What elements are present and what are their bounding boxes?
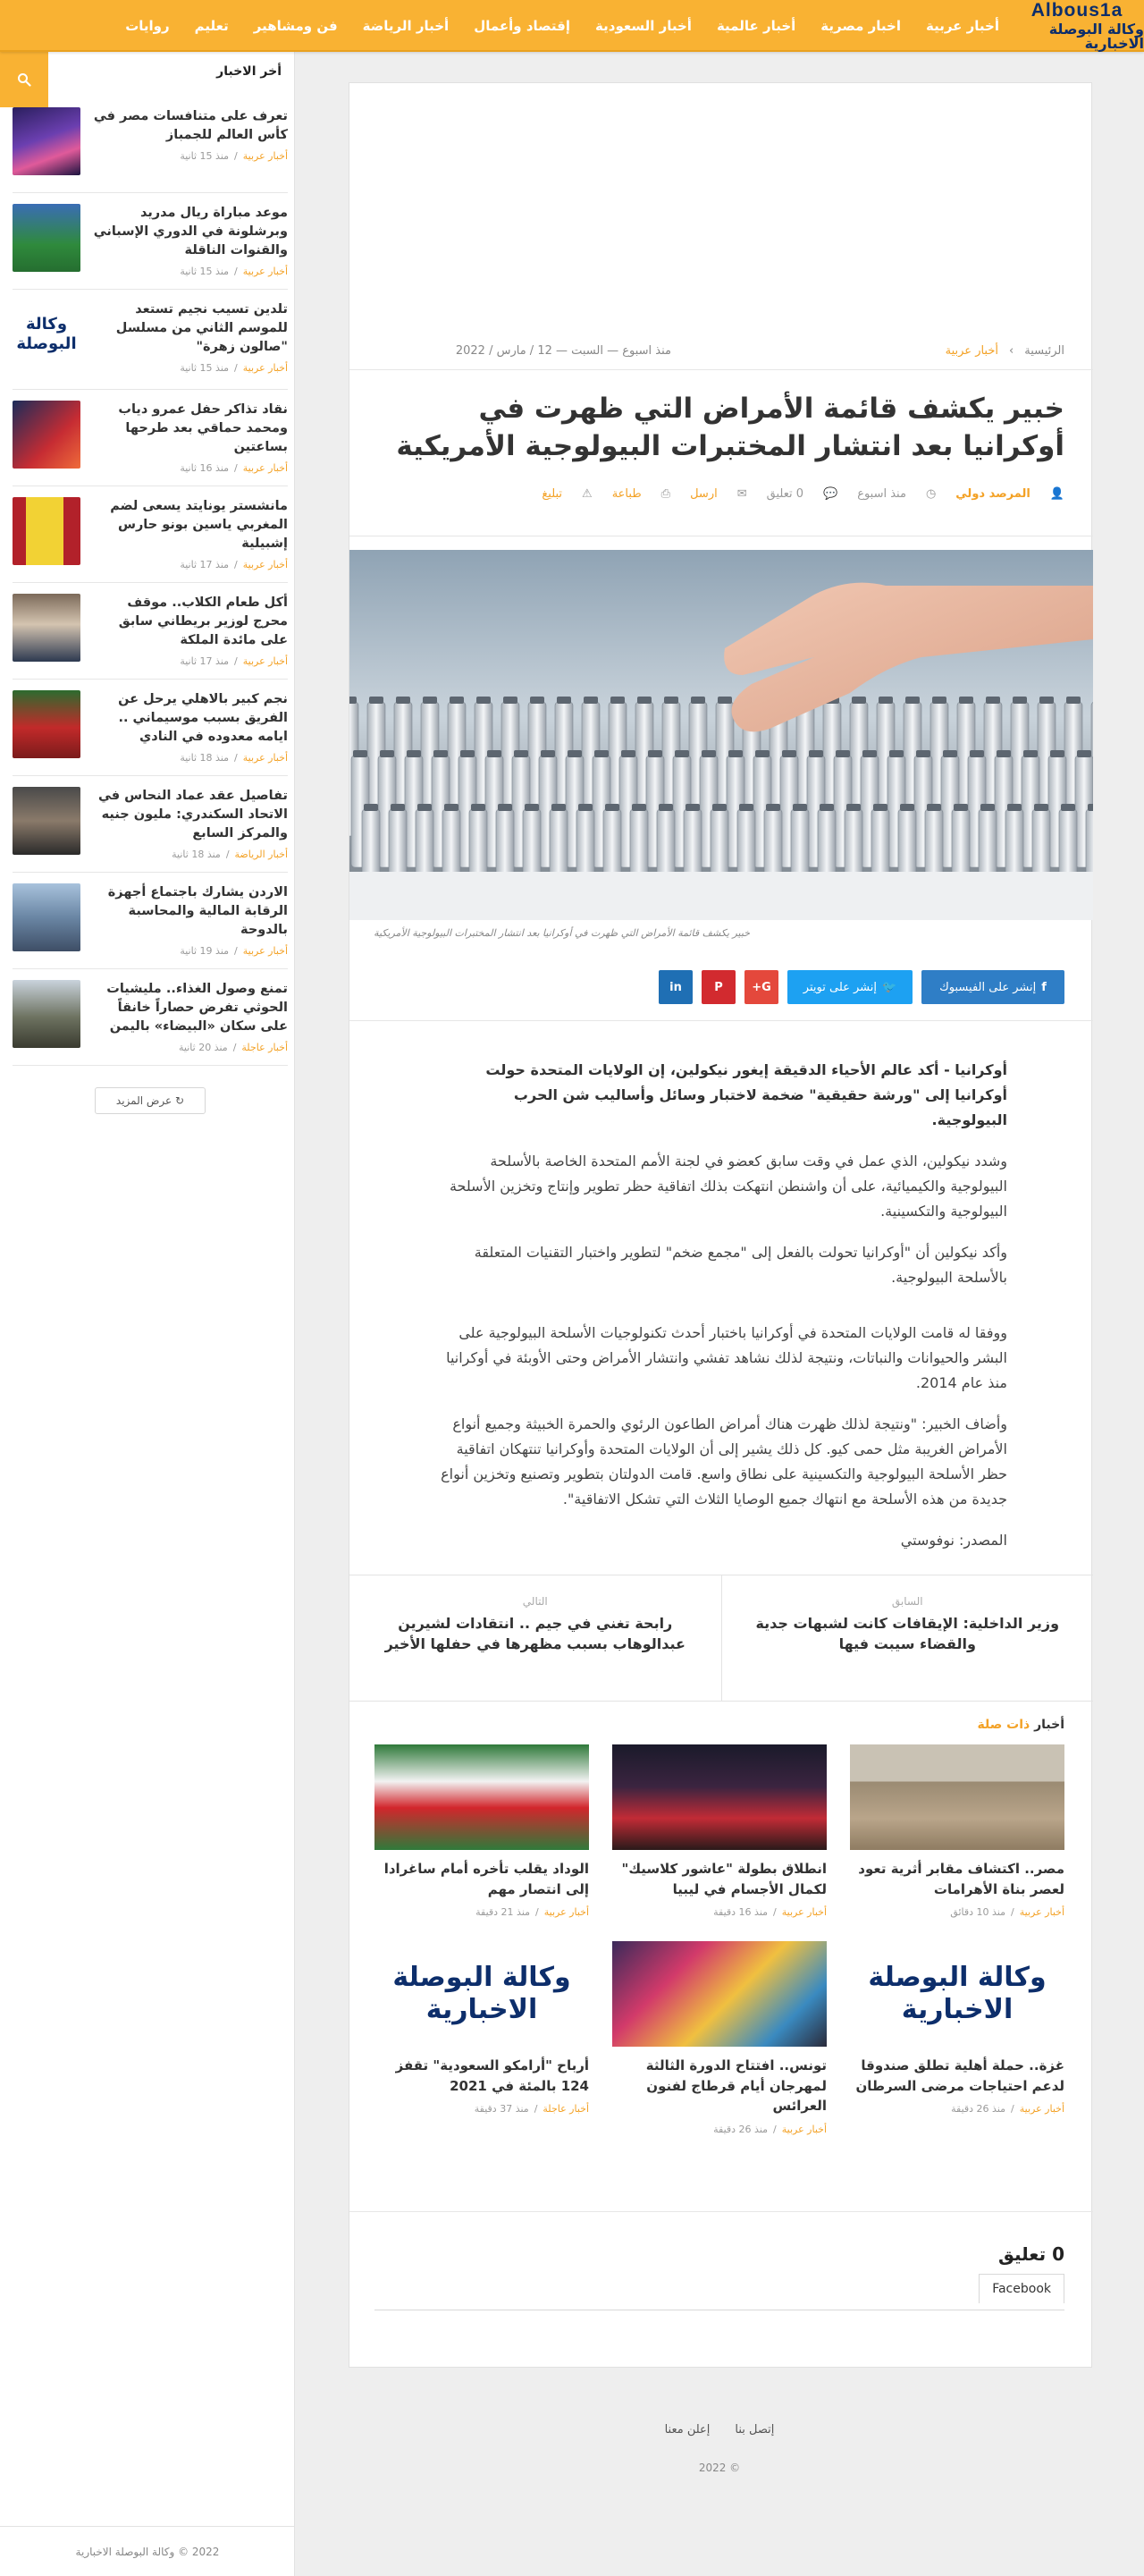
contact-link[interactable]: إتصل بنا	[735, 2423, 775, 2437]
article-date: منذ اسبوع — السبت — 12 / مارس / 2022	[455, 344, 671, 358]
related-thumbnail[interactable]: وكالة البوصلة الاخبارية	[850, 1941, 1064, 2047]
news-time: منذ 15 ثانية	[180, 150, 230, 163]
sidebar-list	[13, 97, 288, 1114]
news-category[interactable]: أخبار عربية	[242, 266, 288, 278]
news-category[interactable]: أخبار عربية	[242, 559, 288, 571]
article-paragraph: ووفقا له قامت الولايات المتحدة في أوكرانيا باختبار أحدث تكنولوجيات الأسلحة البيولوجية على البشر والحيوانات والنباتات، ونتيجة لذلك نشاهد تفشي وانتشار الأمراض وحتى الأوبئة في أوكرانيا منذ عام 2014.	[446, 1324, 1007, 1391]
divider	[349, 369, 1093, 370]
meta-separator: /	[234, 462, 238, 475]
news-time: منذ 17 ثانية	[180, 655, 230, 668]
news-title[interactable]: الاردن يشارك باجتماع أجهزة الرقابة المالية والمحاسبة بالدوحة	[107, 885, 288, 938]
related-heading-a: أخبار	[1034, 1718, 1064, 1732]
linkedin-icon: in	[669, 980, 682, 994]
top-navbar	[0, 0, 1144, 52]
meta-separator: /	[234, 655, 238, 668]
news-category[interactable]: أخبار عربية	[242, 945, 288, 958]
pinterest-icon: P	[714, 980, 723, 994]
meta-separator: /	[234, 752, 238, 764]
news-time: منذ 15 ثانية	[180, 266, 230, 278]
clock-icon: ◷	[925, 487, 937, 501]
sidebar-news-item[interactable]	[13, 290, 288, 390]
related-category[interactable]: أخبار عربية	[781, 1906, 827, 1918]
nav-item-education[interactable]: تعليم	[194, 18, 229, 34]
meta-separator: /	[234, 362, 238, 375]
article-card	[349, 82, 1092, 2368]
nav-item-sports[interactable]: أخبار الرياضة	[362, 18, 450, 34]
news-time: منذ 19 ثانية	[180, 945, 230, 958]
breadcrumb-category[interactable]: أخبار عربية	[945, 344, 999, 358]
related-time: منذ 10 دقائق	[950, 1906, 1006, 1918]
news-title[interactable]: نجم كبير بالاهلي يرحل عن الفريق بسبب موسيماني .. ايامه معدوده في النادي	[118, 692, 288, 745]
related-thumbnail[interactable]	[850, 1744, 1064, 1850]
google-plus-icon: G+	[752, 980, 771, 994]
news-time: منذ 18 ثانية	[180, 752, 230, 764]
news-thumbnail[interactable]	[13, 107, 80, 175]
share-bar	[659, 970, 1064, 1004]
twitter-icon: 🐦	[882, 980, 897, 994]
meta-separator: /	[225, 849, 230, 861]
news-thumbnail[interactable]	[13, 883, 80, 951]
article-paragraph: وأكد نيكولين أن "أوكرانيا تحولت بالفعل إلى "مجمع ضخم" لتطوير واختبار التقنيات المتعلقة بالأسلحة البيولوجية.	[474, 1244, 1007, 1286]
news-category[interactable]: أخبار عربية	[242, 362, 288, 375]
sidebar-footer: 2022 © وكالة البوصلة الاخبارية	[0, 2526, 295, 2576]
sidebar-news-item[interactable]	[13, 390, 288, 486]
related-item[interactable]	[850, 1941, 1064, 2135]
article-paragraph: وأضاف الخبير: "ونتيجة لذلك ظهرت هناك أمراض الطاعون الرئوي والحمرة الخبيثة وجميع أنواع الأمراض الغريبة مثل حمى كيو. كل ذلك يشير إلى أن الولايات المتحدة وأوكرانيا تنتهكان اتفاقية حظر الأسلحة البيولوجية والتكسينية على نطاق واسع. قامت الدولتان بتطوير وتصنيع وتخزين أنواع جديدة من هذه الأسلحة مع انتهاك جميع الوصايا الثلاث التي تشكل الاتفاقية".	[441, 1415, 1007, 1508]
related-category[interactable]: أخبار عربية	[781, 2123, 827, 2135]
sidebar-news-item[interactable]	[13, 680, 288, 776]
article-meta	[542, 487, 1064, 501]
nav-item-world[interactable]: أخبار عالمية	[716, 18, 796, 34]
related-title[interactable]: غزة.. حملة أهلية تطلق صندوقا لدعم احتياجات مرضى السرطان	[855, 2057, 1064, 2094]
news-title[interactable]: نقاد تذاكر حفل عمرو دياب ومحمد حماقي بعد طرحها بساعتين	[118, 402, 288, 455]
comments-title: 0 تعليق	[997, 2243, 1064, 2265]
related-news-heading	[978, 1718, 1064, 1732]
warning-icon: ⚠	[582, 487, 593, 501]
advertise-link[interactable]: إعلن معنا	[664, 2423, 711, 2437]
news-time: منذ 17 ثانية	[180, 559, 230, 571]
next-label: التالي	[522, 1595, 548, 1608]
news-category[interactable]: أخبار عربية	[242, 150, 288, 163]
logo-arabic: وكالة البوصلة الاخبارية	[1048, 21, 1144, 52]
post-navigation	[349, 1575, 1093, 1702]
related-thumbnail[interactable]: وكالة البوصلة الاخبارية	[374, 1941, 589, 2047]
comments-section	[374, 2243, 1064, 2296]
print-link[interactable]: طباعة	[611, 487, 642, 501]
news-thumbnail[interactable]	[13, 980, 80, 1048]
news-time: منذ 15 ثانية	[180, 362, 230, 375]
news-thumbnail[interactable]	[13, 787, 80, 855]
site-footer	[295, 2423, 1144, 2474]
meta-separator: /	[534, 2103, 538, 2115]
meta-separator: /	[1011, 2103, 1014, 2115]
print-icon: ⎙	[660, 487, 671, 501]
article-paragraph: وشدد نيكولين، الذي عمل في وقت سابق كعضو في لجنة الأمم المتحدة الخاصة بالأسلحة البيولوجية والكيميائية، على أن واشنطن انتهكت بذلك اتفاقية حظر تطوير وإنتاج وتخزين الأسلحة البيولوجية والتكسينية.	[449, 1153, 1007, 1220]
news-title[interactable]: تفاصيل عقد عماد النحاس في الاتحاد السكندري: مليون جنيه والمركز السابع	[97, 789, 288, 841]
news-thumbnail[interactable]	[13, 204, 80, 272]
news-category[interactable]: أخبار عربية	[242, 655, 288, 668]
divider	[721, 1575, 722, 1701]
article-comments-count[interactable]: 0 تعليق	[766, 487, 803, 501]
news-title[interactable]: أكل طعام الكلاب.. موقف محرج لوزير بريطاني سابق على مائدة الملكة	[118, 595, 288, 648]
article-paragraph: أوكرانيا - أكد عالم الأحياء الدقيقة إيغور نيكولين، إن الولايات المتحدة حولت أوكرانيا إلى "ورشة حقيقية" ضخمة لاختبار وسائل وأساليب شن الحرب البيولوجية.	[485, 1061, 1007, 1128]
previous-post-link[interactable]	[722, 1575, 1094, 1701]
sidebar-news-item[interactable]	[13, 193, 288, 290]
chevron-left-icon: ›	[1009, 344, 1014, 358]
next-post-link[interactable]	[349, 1575, 721, 1701]
related-thumbnail[interactable]	[612, 1941, 827, 2047]
related-time: منذ 26 دقيقة	[951, 2103, 1006, 2115]
sidebar-news-item[interactable]	[13, 97, 288, 193]
related-title[interactable]: تونس.. افتتاح الدورة الثالثة لمهرجان أيام قرطاج لفنون العرائس	[645, 2057, 827, 2114]
load-more-label: عرض المزيد	[115, 1094, 172, 1107]
news-title[interactable]: تمنع وصول الغذاء.. مليشيات الحوثي تفرض حصاراً خانقاً على سكان «البيضاء» باليمن	[106, 982, 288, 1035]
news-title[interactable]: تلدين تسيب نجيم تستعد للموسم الثاني من مسلسل "صالون زهرة"	[115, 302, 288, 355]
share-pinterest-button[interactable]	[702, 970, 736, 1004]
news-time: منذ 16 ثانية	[180, 462, 230, 475]
meta-separator: /	[234, 266, 238, 278]
report-link[interactable]: تبليغ	[542, 487, 563, 501]
news-title[interactable]: تعرف على متنافسات مصر في كأس العالم للجمباز	[93, 109, 288, 143]
site-logo[interactable]	[1010, 0, 1144, 52]
related-time: منذ 26 دقيقة	[713, 2123, 769, 2135]
breadcrumb	[455, 344, 1064, 358]
next-title: رابحة تغني في جيم .. انتقادات لشيرين عبدالوهاب بسبب مظهرها في حفلها الأخير	[384, 1615, 686, 1653]
user-icon: 👤	[1049, 487, 1064, 501]
divider	[349, 2211, 1093, 2212]
article-body	[435, 1058, 1007, 1569]
related-item[interactable]	[612, 1941, 827, 2135]
share-google-button[interactable]	[744, 970, 778, 1004]
article-time: منذ اسبوع	[857, 487, 906, 501]
image-caption: خبير يكشف قائمة الأمراض التي ظهرت في أوكرانيا بعد انتشار المختبرات البيولوجية الأمريكية	[374, 927, 750, 939]
previous-label: السابق	[891, 1595, 923, 1608]
nav-item-novels[interactable]: روايات	[125, 18, 170, 34]
article-author[interactable]: المرصد دولي	[955, 487, 1030, 501]
ad-slot	[349, 83, 1091, 328]
sidebar-title: أخر الاخبار	[216, 64, 282, 79]
previous-title: وزير الداخلية: الإيقافات كانت لشبهات جدية والقضاء سيبت فيها	[755, 1615, 1060, 1653]
search-icon	[17, 72, 31, 87]
sidebar-news-item[interactable]	[13, 486, 288, 583]
share-facebook-label: إنشر على الفيسبوك	[939, 980, 1037, 994]
news-title[interactable]: مانشستر يونايتد يسعى لضم المغربي ياسين بونو حارس إشبيلية	[110, 499, 288, 552]
meta-separator: /	[1011, 1906, 1014, 1918]
related-title[interactable]: أرباح "أرامكو السعودية" تقفز 124 بالمئة في 2021	[395, 2057, 589, 2094]
news-time: منذ 20 ثانية	[179, 1042, 228, 1054]
facebook-comments-tab[interactable]: Facebook	[979, 2274, 1064, 2303]
refresh-icon: ↻	[175, 1094, 185, 1107]
news-thumbnail[interactable]	[13, 594, 80, 662]
facebook-icon: f	[1041, 980, 1047, 994]
meta-separator: /	[234, 559, 238, 571]
footer-copyright: © 2022	[698, 2462, 741, 2474]
related-news-grid	[374, 1744, 1064, 2135]
share-twitter-label: إنشر على تويتر	[803, 980, 878, 994]
news-time: منذ 18 ثانية	[172, 849, 221, 861]
news-title[interactable]: موعد مباراة ريال مدريد وبرشلونة في الدوري الإسباني والقنوات الناقلة	[93, 206, 288, 258]
breadcrumb-home[interactable]: الرئيسية	[1024, 344, 1064, 358]
article-source: المصدر: نوفوستي	[900, 1532, 1007, 1549]
related-title[interactable]: انطلاق بطولة "عاشور كلاسيك" لكمال الأجسام في ليبيا	[621, 1861, 827, 1897]
envelope-icon: ✉	[736, 487, 747, 501]
related-category[interactable]: أخبار عربية	[1019, 1906, 1064, 1918]
related-thumbnail[interactable]	[374, 1744, 589, 1850]
related-item[interactable]	[850, 1744, 1064, 1918]
meta-separator: /	[234, 945, 238, 958]
related-time: منذ 21 دقيقة	[475, 1906, 531, 1918]
meta-separator: /	[773, 2123, 777, 2135]
article-title: خبير يكشف قائمة الأمراض التي ظهرت في أوكرانيا بعد انتشار المختبرات البيولوجية الأمريكية	[396, 393, 1064, 462]
related-category[interactable]: أخبار عربية	[1019, 2103, 1064, 2115]
meta-separator: /	[232, 1042, 237, 1054]
news-thumbnail[interactable]	[13, 497, 80, 565]
latest-news-sidebar	[0, 52, 295, 2576]
meta-separator: /	[234, 150, 238, 163]
news-thumbnail[interactable]	[13, 690, 80, 758]
related-item[interactable]	[374, 1744, 589, 1918]
logo-latin: Albous1a	[1030, 0, 1123, 21]
nav-item-arab[interactable]: أخبار عربية	[926, 18, 999, 34]
news-category[interactable]: أخبار الرياضة	[234, 849, 288, 861]
nav-item-egypt[interactable]: اخبار مصرية	[820, 18, 901, 34]
related-category[interactable]: أخبار عاجلة	[543, 2103, 589, 2115]
related-time: منذ 16 دقيقة	[713, 1906, 769, 1918]
news-category[interactable]: أخبار عاجلة	[241, 1042, 288, 1054]
related-category[interactable]: أخبار عربية	[543, 1906, 589, 1918]
share-linkedin-button[interactable]	[659, 970, 693, 1004]
related-time: منذ 37 دقيقة	[474, 2103, 529, 2115]
related-heading-b: ذات صلة	[977, 1718, 1030, 1732]
load-more-button[interactable]	[95, 1087, 206, 1114]
meta-separator: /	[773, 1906, 777, 1918]
article-hero-image	[349, 550, 1093, 920]
news-category[interactable]: أخبار عربية	[242, 752, 288, 764]
send-link[interactable]: ارسل	[690, 487, 718, 501]
sidebar-news-item[interactable]	[13, 776, 288, 873]
nav-item-saudi[interactable]: أخبار السعودية	[595, 18, 692, 34]
related-title[interactable]: الوداد يقلب تأخره أمام ساغرادا إلى انتصار مهم	[383, 1861, 589, 1897]
main-nav	[125, 0, 1008, 52]
news-thumbnail[interactable]: وكالة البوصلة	[13, 300, 80, 368]
nav-item-art[interactable]: فن ومشاهير	[253, 18, 338, 34]
news-thumbnail[interactable]	[13, 401, 80, 469]
news-category[interactable]: أخبار عربية	[242, 462, 288, 475]
meta-separator: /	[535, 1906, 539, 1918]
sidebar-news-item[interactable]	[13, 969, 288, 1066]
divider	[349, 1020, 1093, 1021]
share-facebook-button[interactable]	[921, 970, 1064, 1004]
sidebar-news-item[interactable]	[13, 873, 288, 969]
sidebar-news-item[interactable]	[13, 583, 288, 680]
share-twitter-button[interactable]	[787, 970, 913, 1004]
related-thumbnail[interactable]	[612, 1744, 827, 1850]
nav-item-economy[interactable]: إقتصاد وأعمال	[474, 18, 571, 34]
related-item[interactable]	[374, 1941, 589, 2135]
related-title[interactable]: مصر.. اكتشاف مقابر أثرية تعود لعصر بناة الأهرامات	[858, 1861, 1064, 1897]
comment-icon: 💬	[823, 487, 838, 501]
related-item[interactable]	[612, 1744, 827, 1918]
